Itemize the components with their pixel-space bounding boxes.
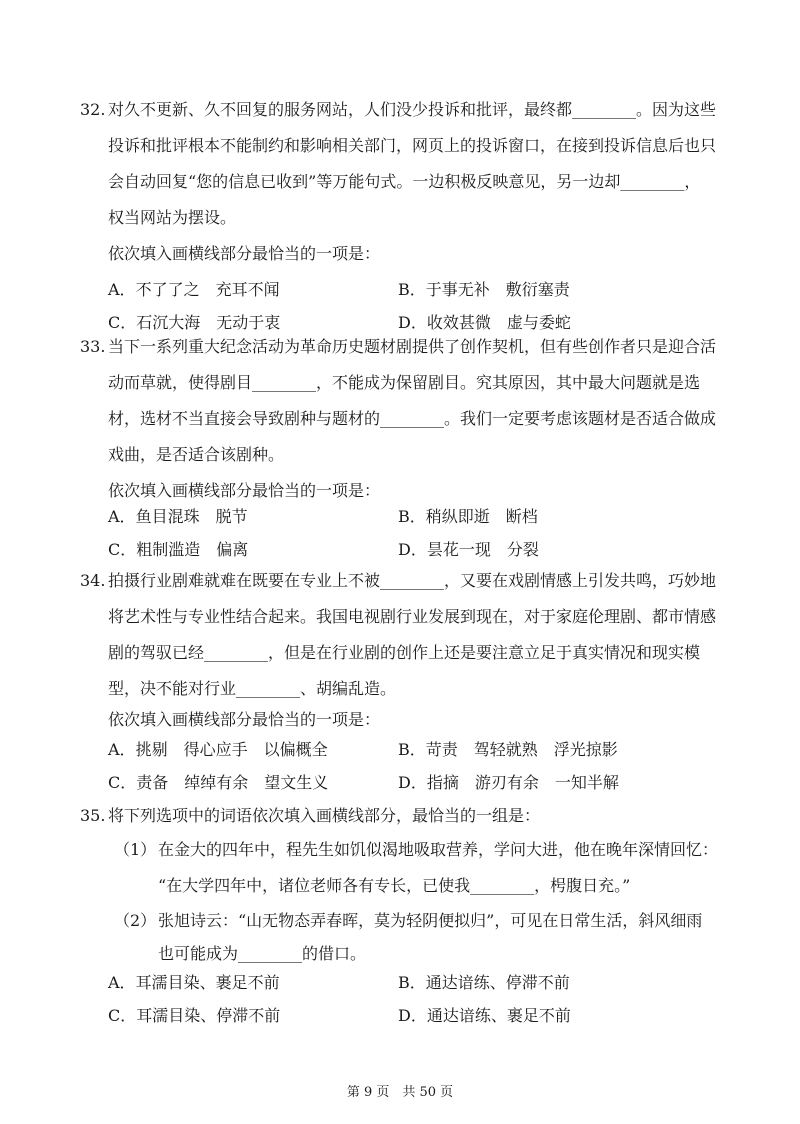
question-prompt: 依次填入画横线部分最恰当的一项是： — [108, 481, 381, 500]
page-footer: 第 9 页 共 50 页 — [346, 1085, 454, 1100]
question-stem-line: 材，选材不当直接会导致剧种与题材的________。我们一定要考虑该题材是否适合做成 — [108, 409, 717, 428]
option-label: C． — [108, 773, 137, 792]
option-text: 收效甚微 虚与委蛇 — [426, 313, 571, 332]
option-d — [398, 771, 619, 795]
option-label: B． — [398, 973, 426, 992]
option-text: 石沉大海 无动于衷 — [136, 313, 281, 332]
option-text: 稍纵即逝 断档 — [425, 507, 538, 526]
option-text: 通达谙练、裹足不前 — [426, 1006, 571, 1025]
option-label: C． — [108, 540, 137, 559]
option-label: A． — [108, 973, 136, 992]
option-d — [398, 538, 539, 562]
option-text: 挑剔 得心应手 以偏概全 — [135, 740, 328, 759]
option-label: A． — [108, 507, 136, 526]
question-stem-line: 将下列选项中的词语依次填入画横线部分，最恰当的一组是： — [108, 806, 541, 825]
option-b — [398, 738, 618, 762]
option-c — [108, 311, 280, 335]
option-label: A． — [108, 280, 136, 299]
option-a — [108, 505, 248, 529]
option-text: 责备 绰绰有余 望文生义 — [136, 773, 329, 792]
question-stem-line: 拍摄行业剧难就难在既要在专业上不被________，又要在戏剧情感上引发共鸣，巧妙地 — [108, 571, 717, 590]
option-text: 苛责 驾轻就熟 浮光掠影 — [425, 740, 618, 759]
option-text: 耳濡目染、停滞不前 — [136, 1006, 281, 1025]
option-text: 于事无补 敷衍塞责 — [425, 280, 570, 299]
question-stem-line: 会自动回复“您的信息已收到”等万能句式。一边积极反映意见，另一边却________， — [108, 172, 701, 191]
option-text: 不了了之 充耳不闻 — [135, 280, 280, 299]
option-a — [108, 738, 328, 762]
option-label: C． — [108, 1006, 137, 1025]
option-text: 指摘 游刃有余 一知半解 — [426, 773, 619, 792]
option-label: D． — [398, 773, 427, 792]
question-stem-line: 剧的驾驭已经________，但是在行业剧的创作上还是要注意立足于真实情况和现实模 — [108, 643, 701, 662]
sub-item-line: 也可能成为________的借口。 — [158, 944, 367, 963]
option-text: 耳濡目染、裹足不前 — [135, 973, 280, 992]
question-prompt: 依次填入画横线部分最恰当的一项是： — [108, 244, 381, 263]
option-b — [398, 971, 570, 995]
question-stem-line: 对久不更新、久不回复的服务网站，人们没少投诉和批评，最终都________。因为这些 — [108, 100, 717, 119]
option-label: D． — [398, 540, 427, 559]
option-label: D． — [398, 313, 427, 332]
question-stem-line: 型，决不能对行业________、胡编乱造。 — [108, 679, 397, 698]
option-d — [398, 311, 571, 335]
option-d — [398, 1004, 571, 1028]
question-number: 33. — [80, 337, 106, 356]
sub-item-line: 在金大的四年中，程先生如饥似渴地吸取营养，学问大进，他在晚年深情回忆： — [158, 840, 719, 859]
question-stem-line: 投诉和批评根本不能制约和影响相关部门，网页上的投诉窗口，在接到投诉信息后也只 — [108, 136, 717, 155]
option-c — [108, 538, 248, 562]
question-stem-line: 权当网站为摆设。 — [108, 208, 237, 227]
question-stem-line: 动而草就，使得剧目________，不能成为保留剧目。究其原因，其中最大问题就是选 — [108, 373, 701, 392]
option-label: D． — [398, 1006, 427, 1025]
option-a — [108, 278, 280, 302]
question-prompt: 依次填入画横线部分最恰当的一项是： — [108, 710, 381, 729]
option-b — [398, 505, 538, 529]
option-label: C． — [108, 313, 137, 332]
option-text: 粗制滥造 偏离 — [136, 540, 249, 559]
option-a — [108, 971, 280, 995]
question-stem-line: 当下一系列重大纪念活动为革命历史题材剧提供了创作契机，但有些创作者只是迎合活 — [108, 337, 717, 356]
question-number: 34. — [80, 571, 106, 590]
option-label: B． — [398, 280, 426, 299]
option-c — [108, 1004, 280, 1028]
sub-item-line: 张旭诗云：“山无物态弄春晖，莫为轻阴便拟归”，可见在日常生活，斜风细雨 — [158, 911, 703, 930]
question-number: 32. — [80, 100, 106, 119]
option-c — [108, 771, 328, 795]
sub-item-number: （1） — [114, 840, 157, 859]
option-b — [398, 278, 570, 302]
option-label: B． — [398, 740, 426, 759]
question-number: 35. — [80, 806, 106, 825]
sub-item-number: （2） — [114, 911, 157, 930]
option-text: 鱼目混珠 脱节 — [135, 507, 248, 526]
option-label: B． — [398, 507, 426, 526]
question-stem-line: 将艺术性与专业性结合起来。我国电视剧行业发展到现在，对于家庭伦理剧、都市情感 — [108, 607, 717, 626]
sub-item-line: “在大学四年中，诸位老师各有专长，已使我________，枵腹日充。” — [158, 876, 631, 895]
option-text: 通达谙练、停滞不前 — [425, 973, 570, 992]
option-label: A． — [108, 740, 136, 759]
option-text: 昙花一现 分裂 — [426, 540, 539, 559]
question-stem-line: 戏曲，是否适合该剧种。 — [108, 445, 285, 464]
